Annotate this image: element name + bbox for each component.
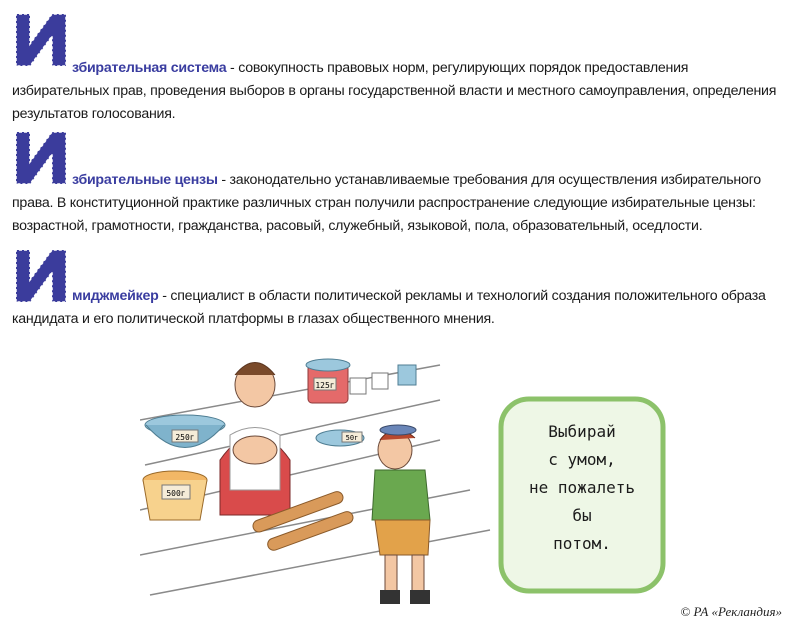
price-tag: 125г: [315, 381, 335, 390]
decorative-initial-letter: [12, 10, 70, 68]
speech-line: с умом,: [548, 450, 616, 469]
term: збирательная система: [72, 60, 227, 76]
speech-line: Выбирай: [548, 422, 616, 441]
price-tag: 250г: [175, 433, 195, 442]
definition: совокупность правовых норм, регулирующих порядок предоставления избирательных прав, проведения выборов в органы государственной власти и местного самоуправления, определения результатов голосования.: [12, 60, 777, 122]
price-tag: 500г: [166, 489, 186, 498]
dash: -: [158, 288, 171, 304]
definition: специалист в области политической рекламы и технологий создания положительного образа кандидата и его политической платформы в глазах общественного мнения.: [12, 288, 766, 327]
speech-line: бы: [572, 506, 592, 525]
decorative-initial-letter: [12, 128, 70, 186]
scale-pan: [316, 430, 364, 446]
definition: законодательно устанавливаемые требования для осуществления избирательного права. В конституционной практике различных стран получили распространение следующие избирательные цензы: возрастной, грамотности, гражданства, расовый, служебный, языковой, пола, образовательный, оседлости.: [12, 172, 761, 234]
boy-figure: [372, 425, 430, 604]
dash: -: [226, 60, 239, 76]
definition-entry: [12, 10, 788, 126]
cups: [350, 365, 416, 394]
bowl: [145, 415, 225, 448]
term: миджмейкер: [72, 288, 159, 304]
speech-line: не пожалеть: [529, 478, 635, 497]
speech-bubble-text: [497, 418, 667, 558]
entry-text: [12, 10, 788, 126]
definition-entry: [12, 246, 788, 331]
speech-line: потом.: [553, 534, 611, 553]
shopkeeper-figure: [220, 363, 290, 516]
jar: [306, 359, 350, 403]
flour-bin: [143, 471, 207, 520]
definition-entry: [12, 128, 788, 238]
term: збирательные цензы: [72, 172, 218, 188]
price-tag: 50г: [345, 434, 359, 442]
dash: -: [217, 172, 230, 188]
entry-text: [12, 128, 788, 238]
decorative-initial-letter: [12, 246, 70, 304]
copyright: © РА «Рекландия»: [680, 604, 782, 619]
entry-text: [12, 246, 788, 331]
